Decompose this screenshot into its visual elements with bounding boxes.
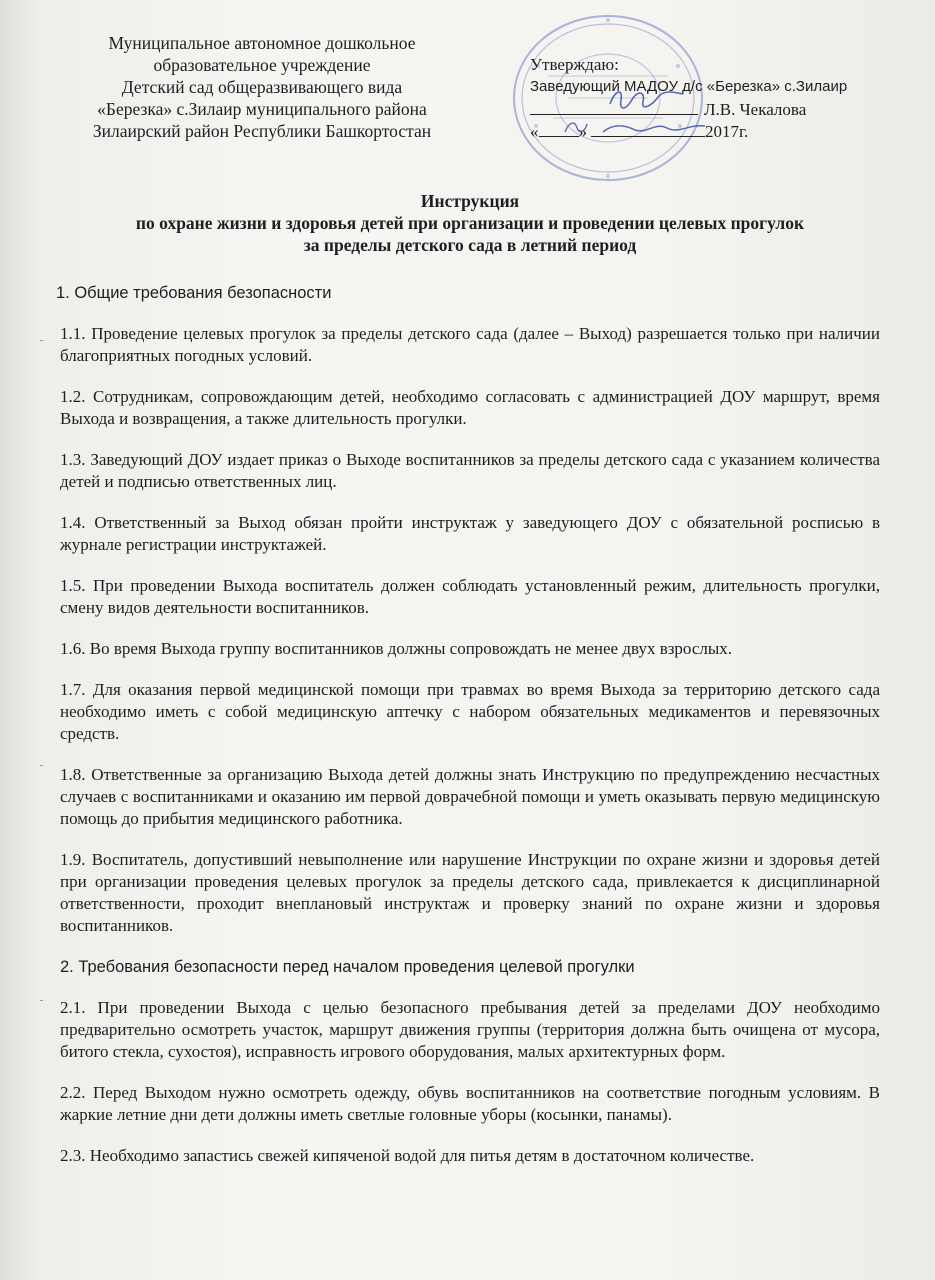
paragraph: 2.3. Необходимо запастись свежей кипяченой водой для питья детям в достаточном количестве. [60,1146,755,1165]
paragraph: 1.5. При проведении Выхода воспитатель должен соблюдать установленный режим, длительность прогулки, смену видов деятельности воспитанников. [60,576,880,617]
binding-mark [40,1000,43,1001]
org-line: «Березка» с.Зилаир муниципального района [97,99,427,119]
page-edge-shadow [0,0,40,1280]
paragraph: 1.3. Заведующий ДОУ издает приказ о Выходе воспитанников за пределы детского сада с указанием количества детей и подписью ответственных лиц. [60,450,880,491]
title-line: за пределы детского сада в летний период [303,235,637,255]
org-line: Детский сад общеразвивающего вида [121,77,403,97]
approve-label: Утверждаю: [530,55,619,74]
org-line: образовательное учреждение [153,55,371,75]
paragraph: 2.1. При проведении Выхода с целью безопасного пребывания детей за пределами ДОУ необходимо предварительно осмотреть участок, маршрут движения группы (территория должна быть очищена от мусора, битого стекла, сухостоя), исправность игрового оборудования, малых архитектурных форм. [60,998,880,1061]
title-line: по охране жизни и здоровья детей при организации и проведении целевых прогулок [135,213,805,233]
section-heading: 1. Общие требования безопасности [56,284,332,302]
organization-header [72,32,452,142]
title-line: Инструкция [420,191,520,211]
paragraph: 1.7. Для оказания первой медицинской помощи при травмах во время Выхода за территорию детского сада необходимо иметь с собой медицинскую аптечку с набором обязательных медикаментов и перевязочных средств. [60,680,880,743]
org-line: Муниципальное автономное дошкольное [108,33,416,53]
date-quote-open: « [530,122,539,141]
document-title [60,190,880,256]
paragraph: 1.4. Ответственный за Выход обязан пройти инструктаж у заведующего ДОУ с обязательной росписью в журнале регистрации инструктажей. [60,513,880,554]
org-line: Зилаирский район Республики Башкортостан [92,121,432,141]
manager-title: Заведующий МАДОУ д/с «Березка» с.Зилаир [530,78,848,95]
handwritten-signature [555,82,725,142]
document-body [56,282,880,1181]
paragraph: 1.2. Сотрудникам, сопровождающим детей, необходимо согласовать с администрацией ДОУ маршрут, время Выхода и возвращения, а также длительность прогулки. [60,387,880,428]
binding-mark [40,765,43,766]
paragraph: 1.6. Во время Выхода группу воспитанников должны сопровождать не менее двух взрослых. [60,639,733,658]
date-quote-close: » [578,122,587,141]
binding-mark [40,340,43,341]
year-text: 2017г. [705,122,749,141]
paragraph: 1.8. Ответственные за организацию Выхода детей должны знать Инструкцию по предупреждению несчастных случаев с воспитанниками и оказанию им первой доврачебной помощи и уметь оказывать первую медицинскую помощь до прибытия медицинского работника. [60,765,880,828]
paragraph: 1.1. Проведение целевых прогулок за пределы детского сада (далее – Выход) разрешается только при наличии благоприятных погодных условий. [60,324,880,365]
paragraph: 1.9. Воспитатель, допустивший невыполнение или нарушение Инструкции по охране жизни и здоровья детей при организации проведения целевых прогулок за пределы детского сада, привлекается к дисциплинарной ответственности, проходит внеплановый инструктаж и проверку знаний по охране жизни и здоровья воспитанников. [60,850,880,935]
paragraph: 2.2. Перед Выходом нужно осмотреть одежду, обувь воспитанников на соответствие погодным условиям. В жаркие летние дни дети должны иметь светлые головные уборы (косынки, панамы). [60,1083,880,1124]
section-heading: 2. Требования безопасности перед началом проведения целевой прогулки [60,958,635,976]
manager-name: Л.В. Чекалова [704,100,807,119]
